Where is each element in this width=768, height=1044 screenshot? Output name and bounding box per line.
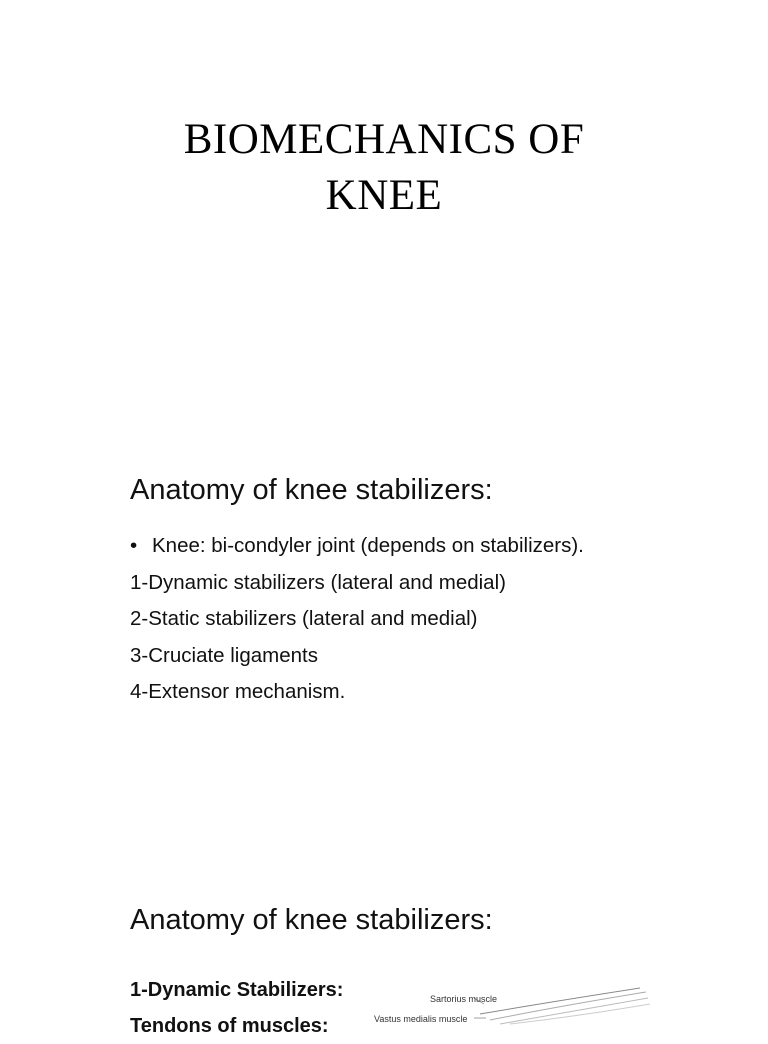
sub-heading-dynamic: 1-Dynamic Stabilizers: [130, 979, 344, 1001]
slide-anatomy-overview [0, 410, 768, 850]
slide-heading: Anatomy of knee stabilizers: [130, 474, 493, 506]
sub-heading-tendons: Tendons of muscles: [130, 1015, 329, 1037]
list-item: 2-Static stabilizers (lateral and medial) [130, 607, 478, 630]
figure-label-vastus: Vastus medialis muscle [374, 1014, 468, 1024]
slide-dynamic-stabilizers [0, 850, 768, 1037]
list-item: 4-Extensor mechanism. [130, 680, 346, 703]
list-item: 1-Dynamic stabilizers (lateral and medial) [130, 570, 506, 594]
list-item: 3-Cruciate ligaments [130, 643, 318, 667]
stabilizer-list [130, 528, 584, 711]
sub-heading [130, 972, 343, 1044]
document-title [0, 112, 768, 224]
muscle-illustration [360, 984, 650, 1024]
muscle-sketch [470, 984, 650, 1024]
figure-label-sartorius: Sartorius muscle [430, 994, 498, 1004]
list-item-text: Knee: bi-condyler joint (depends on stabilizers). [152, 534, 584, 557]
slide-heading: Anatomy of knee stabilizers: [130, 904, 493, 936]
list-item [130, 528, 584, 565]
slide-title [0, 0, 768, 410]
title-line-2: KNEE [325, 172, 443, 219]
bullet-icon: • [130, 534, 138, 557]
title-line-1: BIOMECHANICS OF [183, 116, 585, 163]
